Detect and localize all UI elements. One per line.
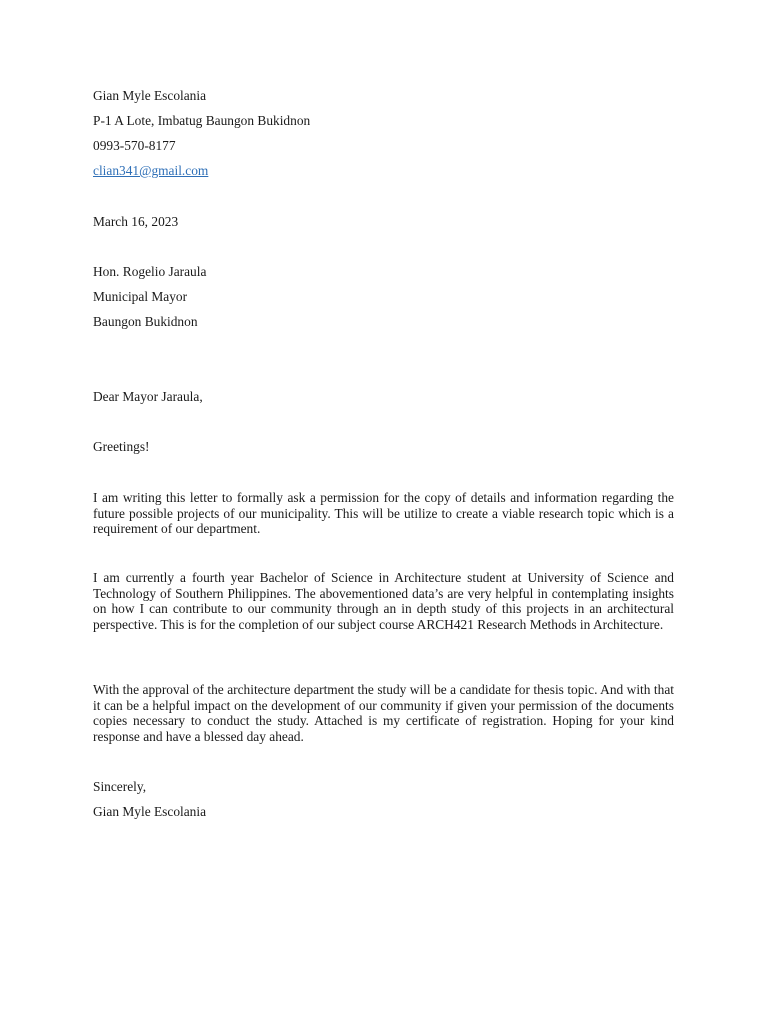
body-paragraph-2: I am currently a fourth year Bachelor of Science in Architecture student at University of Science and Technology of Southern Philippines. The abovementioned data’s are very helpful in contemplating insights on how I can contribute to our community through an in depth study of this projects in an architectural perspective. This is for the completion of our subject course ARCH421 Research Methods in Architecture.	[93, 570, 674, 632]
sender-name: Gian Myle Escolania	[93, 88, 207, 103]
salutation: Dear Mayor Jaraula,	[93, 389, 203, 404]
recipient-name: Hon. Rogelio Jaraula	[93, 264, 207, 279]
sender-phone: 0993-570-8177	[93, 138, 176, 153]
sender-address: P-1 A Lote, Imbatug Baungon Bukidnon	[93, 113, 311, 128]
sender-email-link[interactable]: clian341@gmail.com	[93, 163, 209, 178]
greeting: Greetings!	[93, 439, 150, 454]
closing: Sincerely,	[93, 779, 147, 794]
body-paragraph-3: With the approval of the architecture department the study will be a candidate for thesis topic. And with that it can be a helpful impact on the development of our community if given your permission of the documents copies necessary to conduct the study. Attached is my certificate of registration. Hoping for your kind response and have a blessed day ahead.	[93, 682, 674, 744]
recipient-title: Municipal Mayor	[93, 289, 188, 304]
signature-name: Gian Myle Escolania	[93, 804, 207, 819]
letter-date: March 16, 2023	[93, 214, 179, 229]
recipient-location: Baungon Bukidnon	[93, 314, 198, 329]
body-paragraph-1: I am writing this letter to formally ask a permission for the copy of details and information regarding the future possible projects of our municipality. This will be utilize to create a viable research topic which is a requirement of our department.	[93, 490, 674, 537]
